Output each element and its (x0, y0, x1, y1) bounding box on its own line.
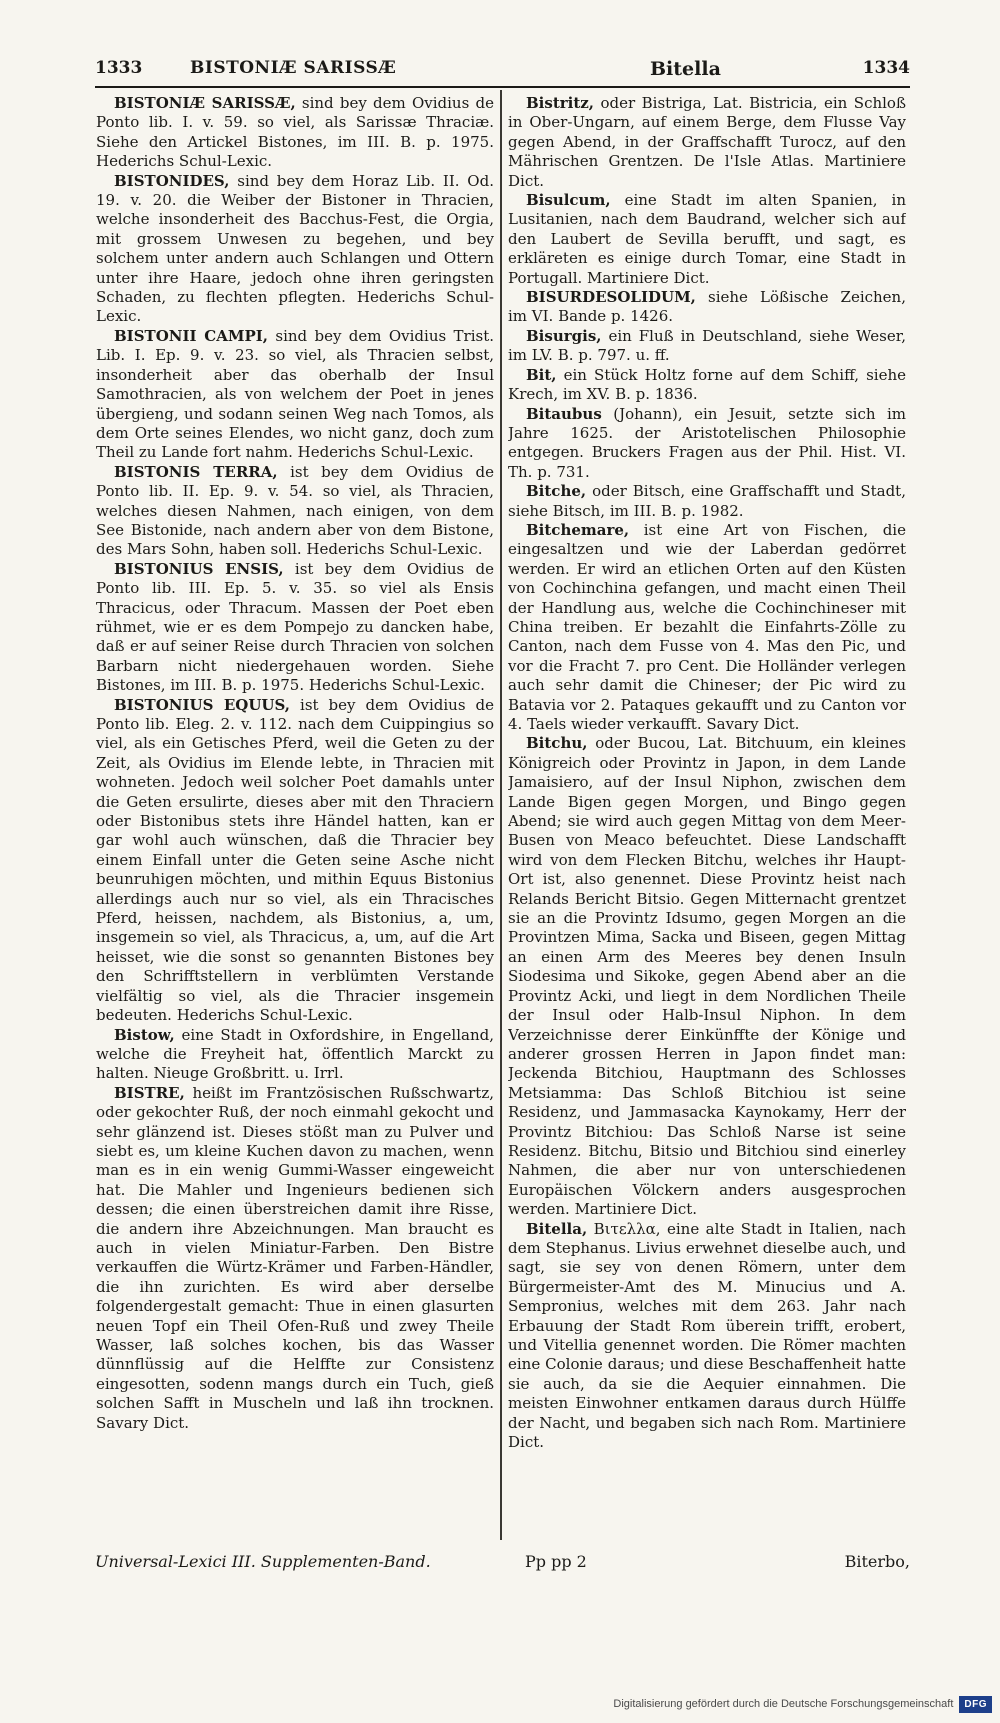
entry-text: sind bey dem Ovidius Trist. Lib. I. Ep. 9. v. 23. so viel, als Thracien selbst, insonderheit aber das oberhalb der Insul Samothracien, als von welchem der Poet in jenes übergieng, und sodann seinen Weg nach Tomos, als dem Orte seines Elendes, wo nicht ganz, doch zum Theil zu Lande fort nahm. Hederichs Schul-Lexic. (96, 326, 494, 462)
dictionary-entry (96, 172, 494, 327)
entry-text: ist bey dem Ovidius de Ponto lib. Eleg. 2. v. 112. nach dem Cuippingius so viel, als ein Getisches Pferd, weil die Geten zu der Zeit, als Ovidius im Elende lebte, in Thracien mit wohneten. Jedoch weil solcher Poet damahls unter die Geten ersulirte, dieses aber mit den Thraciern oder Bistonibus stets ihre Händel hatten, kan er gar wohl auch wünschen, daß die Thracier bey einem Einfall unter die Geten seine Asche nicht beunruhigen möchten, und mithin Equus Bistonius allerdings auch nur so viel, als ein Thracisches Pferd, heissen, nachdem, als Bistonius, a, um, insgemein so viel, als Thracicus, a, um, auf die Art heisset, wie die sonst so genannten Bistones bey den Schrifftstellern in verblümten Verstande vielfältig so viel, als die Thracier insgemein bedeuten. Hederichs Schul-Lexic. (96, 695, 494, 1025)
dictionary-entry (96, 560, 494, 696)
entry-text: ist bey dem Ovidius de Ponto lib. II. Ep. 9. v. 54. so viel, als Thracien, welches diesen Nahmen, nach einigen, von dem See Bistonide, nach andern aber von dem Bistone, des Mars Sohn, haben soll. Hederichs Schul-Lexic. (96, 462, 494, 559)
entry-headword: Bisurgis, (526, 326, 602, 345)
dictionary-entry (508, 94, 906, 191)
dictionary-entry (96, 1026, 494, 1084)
footer-signature: Universal-Lexici III. Supplementen-Band. (95, 1552, 431, 1571)
right-column (508, 94, 906, 1538)
entry-headword: Bitchu, (526, 734, 588, 753)
dictionary-entry (508, 482, 906, 521)
dictionary-entry (508, 734, 906, 1219)
entry-text: ist bey dem Ovidius de Ponto lib. III. Ep. 5. v. 35. so viel als Ensis Thracicus, oder Thracum. Massen der Poet eben rühmet, wie er es dem Pompejo zu dancken habe, daß er auf seiner Reise durch Thracien von solchen Barbarn nicht niedergehauen worden. Siehe Bistones, im III. B. p. 1975. Hederichs Schul-Lexic. (96, 559, 494, 695)
entry-text: sind bey dem Horaz Lib. II. Od. 19. v. 20. die Weiber der Bistoner in Thracien, welche insonderheit des Bacchus-Fest, die Orgia, mit grossem Unwesen zu begehen, und bey solchem unter andern auch Schlangen und Ottern unter ihre Haare, jedoch ohne ihren geringsten Schaden, zu flechten pflegten. Hederichs Schul-Lexic. (96, 171, 494, 326)
page-header (95, 52, 910, 86)
entry-headword: Bitella, (526, 1219, 588, 1238)
entry-headword: BISTONIUS ENSIS, (114, 559, 284, 578)
page-footer (95, 1548, 910, 1578)
dictionary-entry (96, 94, 494, 172)
header-rule (95, 86, 910, 88)
entry-headword: Bit, (526, 365, 557, 384)
entry-text: eine Stadt in Oxfordshire, in Engelland, welche die Freyheit hat, öffentlich Marckt zu halten. Nieuge Großbritt. u. Irrl. (96, 1025, 494, 1083)
entry-text: sind bey dem Ovidius de Ponto lib. I. v. 59. so viel, als Sarissæ Thraciæ. Siehe den Artickel Bistones, im III. B. p. 1975. Hederichs Schul-Lexic. (96, 94, 494, 171)
entry-headword: BISTONIUS EQUUS, (114, 695, 291, 714)
entry-text: ein Fluß in Deutschland, siehe Weser, im LV. B. p. 797. u. ff. (508, 326, 906, 365)
entry-headword: BISTONIDES, (114, 171, 230, 190)
dictionary-entry (508, 405, 906, 483)
dictionary-entry (508, 366, 906, 405)
sheet-mark: Pp pp 2 (525, 1552, 587, 1571)
entry-headword: BISTONIÆ SARISSÆ, (114, 94, 296, 112)
entry-headword: BISTONII CAMPI, (114, 326, 269, 345)
entry-text: siehe Lößische Zeichen, im VI. Bande p. 1426. (508, 288, 906, 326)
digitization-note: Digitalisierung gefördert durch die Deutsche Forschungsgemeinschaft (613, 1698, 954, 1710)
entry-text: eine Stadt im alten Spanien, in Lusitanien, nach dem Baudrand, welcher sich auf den Laubert de Sevilla berufft, und sagt, es erkläreten es einige durch Tomar, eine Stadt in Portugall. Martiniere Dict. (508, 191, 906, 287)
entry-text: oder Bucou, Lat. Bitchuum, ein kleines Königreich oder Provintz in Japon, in dem Lande Jamaisiero, auf der Insul Niphon, zwischen dem Lande Bigen gegen Morgen, und Bingo gegen Abend; sie wird auch gegen Mittag von dem Meer-Busen von Meaco befeuchtet. Diese Landschafft wird von dem Flecken Bitchu, welches ihr Haupt-Ort ist, also genennet. Diese Provintz heist nach Relands Bericht Bitsio. Gegen Mitternacht grentzet sie an die Provintz Idsumo, gegen Morgen an die Provintzen Mima, Sacka und Biseen, gegen Mittag an einen Arm des Meeres bey denen Insuln Siodesima und Sikoke, gegen Abend aber an die Provintz Acki, und liegt in dem Nordlichen Theile der Insul oder Halb-Insul Niphon. In dem Verzeichnisse derer Einkünffte der Könige und anderer grossen Herren in Japon findet man: Jeckenda Bitchiou, Hauptmann des Schlosses Metsiamma: Das Schloß Bitchiou ist seine Residenz, und Jammasacka Kaynokamy, Herr der Provintz Bitchiou: Das Schloß Narse ist seine Residenz. Bitchu, Bitsio und Bitchiou sind einerley Nahmen, die aber nur von unterschiedenen Europäischen Völckern anders ausgesprochen werden. Martiniere Dict. (508, 734, 906, 1219)
dictionary-entry (96, 463, 494, 560)
running-head-left: BISTONIÆ SARISSÆ (190, 58, 397, 78)
catchword: Biterbo, (844, 1552, 910, 1571)
dictionary-entry (508, 288, 906, 327)
dictionary-entry (508, 521, 906, 734)
dictionary-entry (508, 191, 906, 288)
dictionary-entry (508, 1220, 906, 1453)
entry-headword: Bisulcum, (526, 191, 611, 210)
page-number-left: 1333 (95, 58, 143, 78)
left-column (96, 94, 494, 1538)
entry-text: heißt im Frantzösischen Rußschwartz, oder gekochter Ruß, der noch einmahl gekocht und sehr glänzend ist. Dieses stößt man zu Pulver und siebt es, um kleine Kuchen davon zu machen, wenn man es in ein wenig Gummi-Wasser eingeweicht hat. Die Mahler und Ingenieurs bedienen sich dessen; die einen überstreichen damit ihre Risse, die andern ihre Abzeichnungen. Man braucht es auch in vielen Miniatur-Farben. Den Bistre verkauffen die Würtz-Krämer und Farben-Händler, die ihn zurichten. Es wird aber derselbe folgendergestalt gemacht: Thue in einen glasurten neuen Topf ein Theil Ofen-Ruß und zwey Theile Wasser, laß solches kochen, bis das Wasser dünnflüssig auf die Helffte zur Consistenz eingesotten, sodenn mangs durch ein Tuch, gieß solchen Safft in Muscheln und laß ihn trocknen. Savary Dict. (96, 1083, 494, 1432)
entry-headword: Bistritz, (526, 94, 595, 112)
page-number-right: 1334 (862, 58, 910, 78)
entry-text: Βιτελλα, eine alte Stadt in Italien, nach dem Stephanus. Livius erwehnet dieselbe auch, und sagt, sie sey von denen Römern, unter dem Bürgermeister-Amt des M. Minucius und A. Sempronius, welches mit dem 263. Jahr nach Erbauung der Stadt Rom überein trifft, erobert, und Vitellia genennet worden. Die Römer machten eine Colonie daraus; und diese Beschaffenheit hatte sie auch, da sie die Aequier einnahmen. Die meisten Einwohner entkamen daraus durch Hülffe der Nacht, und begaben sich nach Rom. Martiniere Dict. (508, 1219, 906, 1452)
entry-headword: Bitaubus (526, 404, 602, 423)
digitization-credit (613, 1693, 992, 1715)
entry-text: ist eine Art von Fischen, die eingesaltzen und wie der Laberdan gedörret werden. Er wird an etlichen Orten auf den Küsten von Cochinchina gefangen, und macht einen Theil der Handlung aus, welche die Cochinchineser mit China treiben. Er bezahlt die Einfahrts-Zölle zu Canton, nach dem Fusse von 4. Mas den Pic, und vor die Fracht 7. pro Cent. Die Holländer verlegen auch sehr damit die Chineser; der Pic wird zu Batavia vor 2. Pataques gekaufft und zu Canton vor 4. Taels wieder verkaufft. Savary Dict. (508, 520, 906, 733)
dictionary-entry (96, 696, 494, 1026)
column-divider (500, 90, 502, 1540)
entry-text: oder Bistriga, Lat. Bistricia, ein Schloß in Ober-Ungarn, auf einem Berge, dem Flusse Vay gegen Abend, in der Graffschafft Turocz, auf den Mährischen Grentzen. De l'Isle Atlas. Martiniere Dict. (508, 94, 906, 190)
dictionary-entry (96, 327, 494, 463)
entry-headword: Bitche, (526, 482, 587, 501)
entry-text: ein Stück Holtz forne auf dem Schiff, siehe Krech, im XV. B. p. 1836. (508, 365, 906, 404)
dfg-logo: DFG (959, 1696, 992, 1713)
entry-headword: Bistow, (114, 1025, 175, 1044)
dictionary-entry (96, 1084, 494, 1433)
running-head-right: Bitella (650, 58, 721, 80)
dictionary-entry (508, 327, 906, 366)
entry-text: oder Bitsch, eine Graffschafft und Stadt, siehe Bitsch, im III. B. p. 1982. (508, 482, 906, 520)
entry-headword: BISTRE, (114, 1083, 185, 1102)
entry-headword: BISTONIS TERRA, (114, 462, 278, 481)
entry-headword: BISURDESOLIDUM, (526, 288, 696, 307)
entry-text: (Johann), ein Jesuit, setzte sich im Jahre 1625. der Aristotelischen Philosophie entgegen. Bruckers Fragen aus der Phil. Hist. VI. Th. p. 731. (508, 404, 906, 481)
entry-headword: Bitchemare, (526, 520, 630, 539)
